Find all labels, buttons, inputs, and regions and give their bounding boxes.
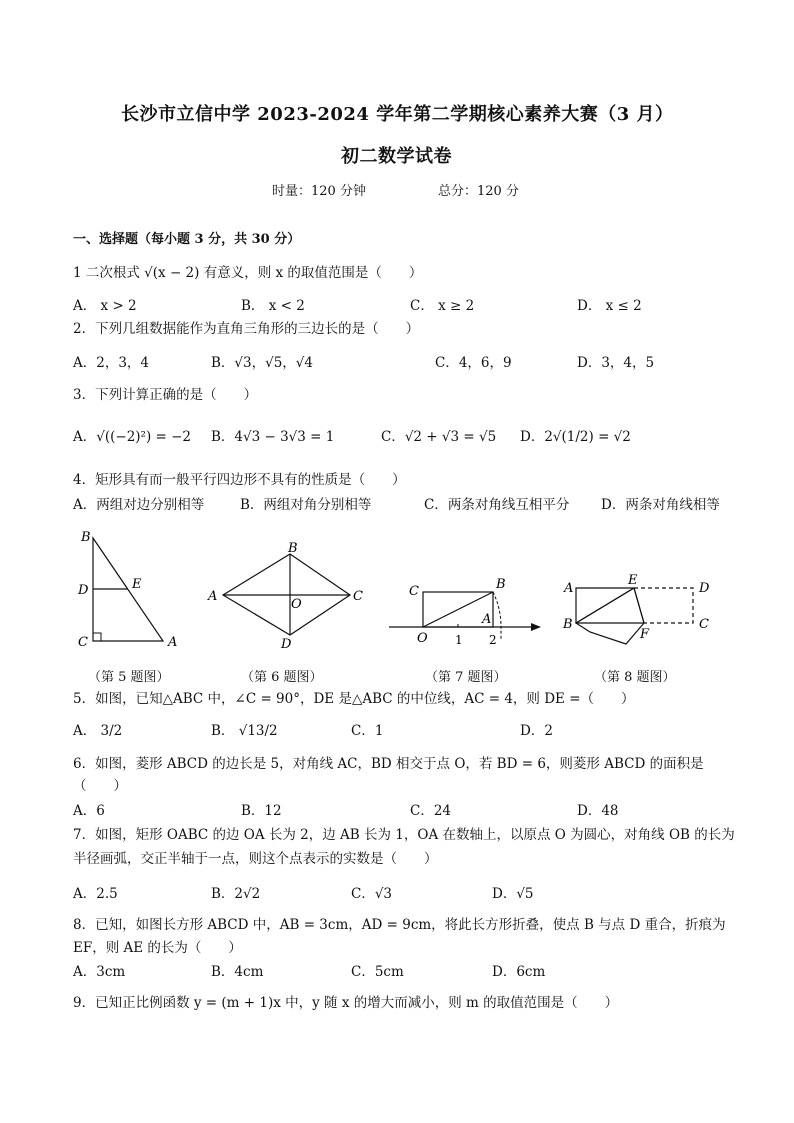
- fig8-line-be: [576, 588, 634, 623]
- time-limit: 时量：120 分钟: [272, 184, 366, 199]
- fig8-label-f: F: [640, 627, 650, 642]
- fig6-label-o: O: [291, 597, 302, 612]
- q7-option-d: D．√5: [492, 886, 534, 902]
- q2-option-d: D．3，4，5: [577, 355, 655, 371]
- fig5-label-e: E: [132, 577, 142, 592]
- q7-option-a: A．2.5: [73, 886, 118, 902]
- q7-option-b: B．2√2: [211, 886, 261, 902]
- question-6-stem-cont: （ ）: [73, 778, 127, 794]
- fig6-label-d: D: [281, 637, 292, 650]
- question-8-stem-cont: EF，则 AE 的长为（ ）: [73, 940, 242, 956]
- fig5-right-angle-mark: [93, 633, 101, 641]
- exam-subtitle: 初二数学试卷: [341, 146, 452, 167]
- figure-7: [385, 575, 545, 655]
- q3-option-c: C．√2 + √3 = √5: [381, 429, 497, 445]
- q6-option-b: B．12: [241, 803, 282, 819]
- q3-option-d: D．2√(1/2) = √2: [520, 429, 631, 445]
- fig8-label-e: E: [628, 573, 638, 588]
- fig8-fold-line-ef: [634, 588, 644, 623]
- q4-option-d: D．两条对角线相等: [601, 497, 720, 513]
- fig8-label-a: A: [564, 581, 574, 596]
- figure-5: [72, 528, 182, 658]
- fig7-label-o: O: [417, 631, 428, 646]
- q3-option-b: B．4√3 − 3√3 = 1: [211, 429, 335, 445]
- question-5-stem: 5．如图，已知△ABC 中，∠C = 90°，DE 是△ABC 的中位线，AC = 4，则 DE =（ ）: [73, 691, 635, 707]
- question-9-stem: 9．已知正比例函数 y = (m + 1)x 中，y 随 x 的增大而减小，则 m 的取值范围是（ ）: [73, 995, 619, 1011]
- figure-5-caption: （第 5 题图）: [88, 670, 170, 685]
- exam-title: 长沙市立信中学 2023-2024 学年第二学期核心素养大赛（3 月）: [121, 104, 674, 125]
- q8-option-b: B．4cm: [211, 964, 264, 980]
- question-8-stem: 8．已知，如图长方形 ABCD 中，AB = 3cm，AD = 9cm，将此长方形折叠，使点 B 与点 D 重合，折痕为: [73, 917, 726, 933]
- fig6-label-b: B: [288, 541, 298, 556]
- q1-option-b: B． x < 2: [241, 298, 305, 314]
- fig8-label-c: C: [699, 617, 709, 632]
- fig7-label-b: B: [496, 577, 506, 592]
- figure-6-caption: （第 6 题图）: [241, 670, 323, 685]
- question-7-stem-cont: 半径画弧，交正半轴于一点，则这个点表示的实数是（ ）: [73, 851, 438, 867]
- fig7-arrowhead: [531, 623, 541, 631]
- q4-option-a: A．两组对边分别相等: [73, 497, 205, 513]
- q1-option-c: C． x ≥ 2: [410, 298, 475, 314]
- q1-option-d: D． x ≤ 2: [577, 298, 642, 314]
- fig5-label-c: C: [78, 635, 88, 650]
- fig5-label-d: D: [78, 583, 89, 598]
- q2-option-b: B．√3，√5，√4: [211, 355, 313, 371]
- question-4-stem: 4．矩形具有而一般平行四边形不具有的性质是（ ）: [73, 472, 406, 488]
- fig8-folded-part: [576, 588, 644, 644]
- fig8-label-b: B: [563, 617, 573, 632]
- q4-option-b: B．两组对角分别相等: [240, 497, 372, 513]
- q8-option-a: A．3cm: [73, 964, 126, 980]
- q2-option-a: A．2，3，4: [73, 355, 150, 371]
- fig6-label-c: C: [353, 589, 363, 604]
- q6-option-a: A．6: [73, 803, 105, 819]
- question-7-stem: 7．如图，矩形 OABC 的边 OA 长为 2，边 AB 长为 1，OA 在数轴上，以原点 O 为圆心，对角线 OB 的长为: [73, 827, 735, 843]
- figure-8: [560, 568, 730, 668]
- question-1-stem: 1 二次根式 √(x − 2) 有意义，则 x 的取值范围是（ ）: [73, 265, 423, 281]
- figure-8-caption: （第 8 题图）: [594, 670, 676, 685]
- fig7-label-c: C: [409, 584, 419, 599]
- fig7-label-a: A: [482, 612, 492, 627]
- q5-option-b: B． √13/2: [211, 723, 278, 739]
- q7-option-c: C．√3: [351, 886, 393, 902]
- question-2-stem: 2．下列几组数据能作为直角三角形的三边长的是（ ）: [73, 321, 420, 337]
- q6-option-c: C．24: [410, 803, 452, 819]
- q6-option-d: D．48: [577, 803, 619, 819]
- total-score: 总分：120 分: [438, 184, 519, 199]
- fig7-arc: [493, 592, 501, 639]
- q5-option-c: C．1: [351, 723, 384, 739]
- q5-option-a: A． 3/2: [73, 723, 123, 739]
- q8-option-c: C．5cm: [351, 964, 404, 980]
- q2-option-c: C．4，6，9: [435, 355, 512, 371]
- fig6-label-a: A: [208, 589, 218, 604]
- fig5-label-a: A: [168, 635, 178, 650]
- q5-option-d: D．2: [520, 723, 553, 739]
- fig8-label-d: D: [699, 581, 710, 596]
- q4-option-c: C．两条对角线互相平分: [424, 497, 570, 513]
- question-3-stem: 3．下列计算正确的是（ ）: [73, 387, 258, 403]
- question-6-stem: 6．如图，菱形 ABCD 的边长是 5，对角线 AC，BD 相交于点 O，若 BD = 6，则菱形 ABCD 的面积是: [73, 756, 704, 772]
- section-heading: 一、选择题（每小题 3 分，共 30 分）: [73, 232, 301, 247]
- q1-option-a: A． x > 2: [73, 298, 137, 314]
- figure-7-caption: （第 7 题图）: [425, 670, 507, 685]
- q3-option-a: A．√((−2)²) = −2: [73, 429, 192, 445]
- figure-6: [205, 540, 365, 650]
- fig8-rect-solid: [576, 588, 644, 623]
- fig5-label-b: B: [81, 530, 91, 545]
- q8-option-d: D．6cm: [492, 964, 546, 980]
- fig7-tick-label-2: 2: [489, 633, 497, 647]
- fig7-tick-label-1: 1: [455, 633, 463, 647]
